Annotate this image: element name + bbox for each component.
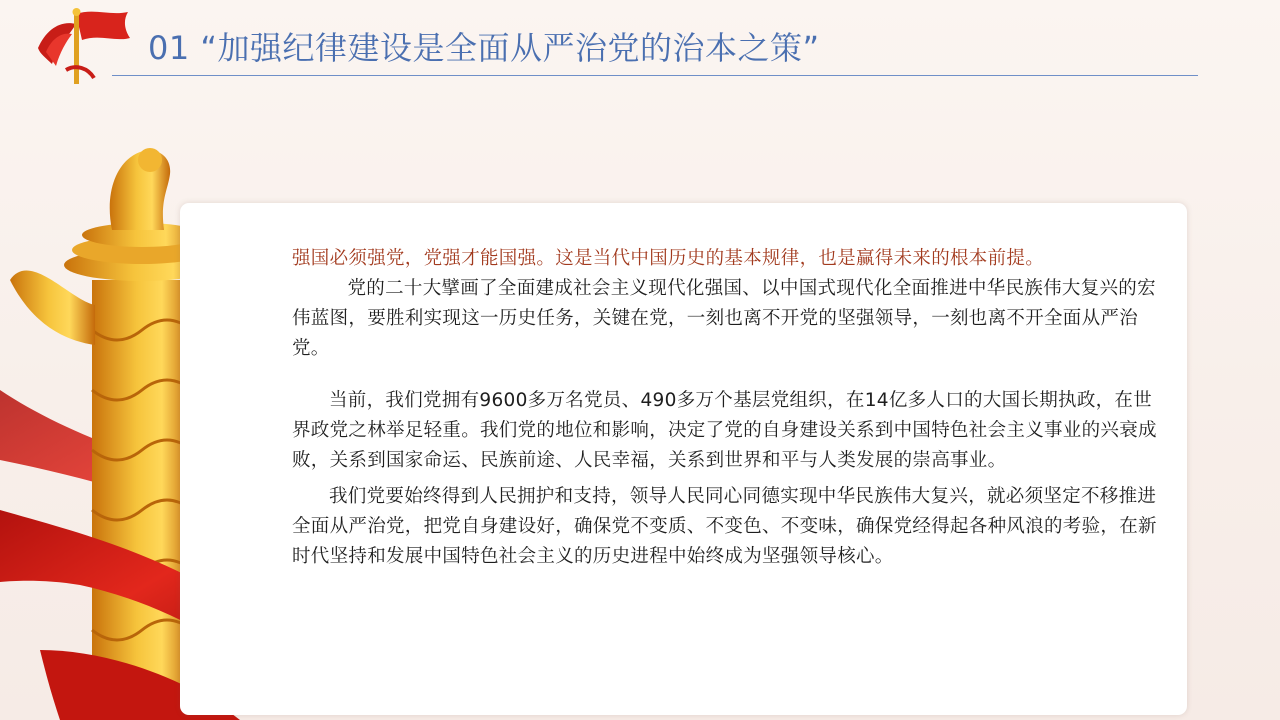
- title-divider: [112, 75, 1198, 76]
- paragraph-1: 党的二十大擘画了全面建成社会主义现代化强国、以中国式现代化全面推进中华民族伟大复兴的宏伟蓝图，要胜利实现这一历史任务，关键在党，一刻也离不开党的坚强领导，一刻也离不开全面从严治党。: [292, 278, 1156, 359]
- paragraph-3: 我们党要始终得到人民拥护和支持，领导人民同心同德实现中华民族伟大复兴，就必须坚定不移推进全面从严治党，把党自身建设好，确保党不变质、不变色、不变味，确保党经得起各种风浪的考验，在新时代坚持和发展中国特色社会主义的历史进程中始终成为坚强领导核心。: [292, 486, 1157, 567]
- content-text: [292, 244, 1162, 572]
- paragraph-2: 当前，我们党拥有9600多万名党员、490多万个基层党组织，在14亿多人口的大国长期执政，在世界政党之林举足轻重。我们党的地位和影响，决定了党的自身建设关系到中国特色社会主义事业的兴衰成败，关系到国家命运、民族前途、人民幸福，关系到世界和平与人类发展的崇高事业。: [292, 390, 1157, 471]
- lead-statement: 强国必须强党，党强才能国强。这是当代中国历史的基本规律，也是赢得未来的根本前提。: [292, 248, 1045, 269]
- slide-title: 01 “加强纪律建设是全面从严治党的治本之策”: [148, 29, 820, 67]
